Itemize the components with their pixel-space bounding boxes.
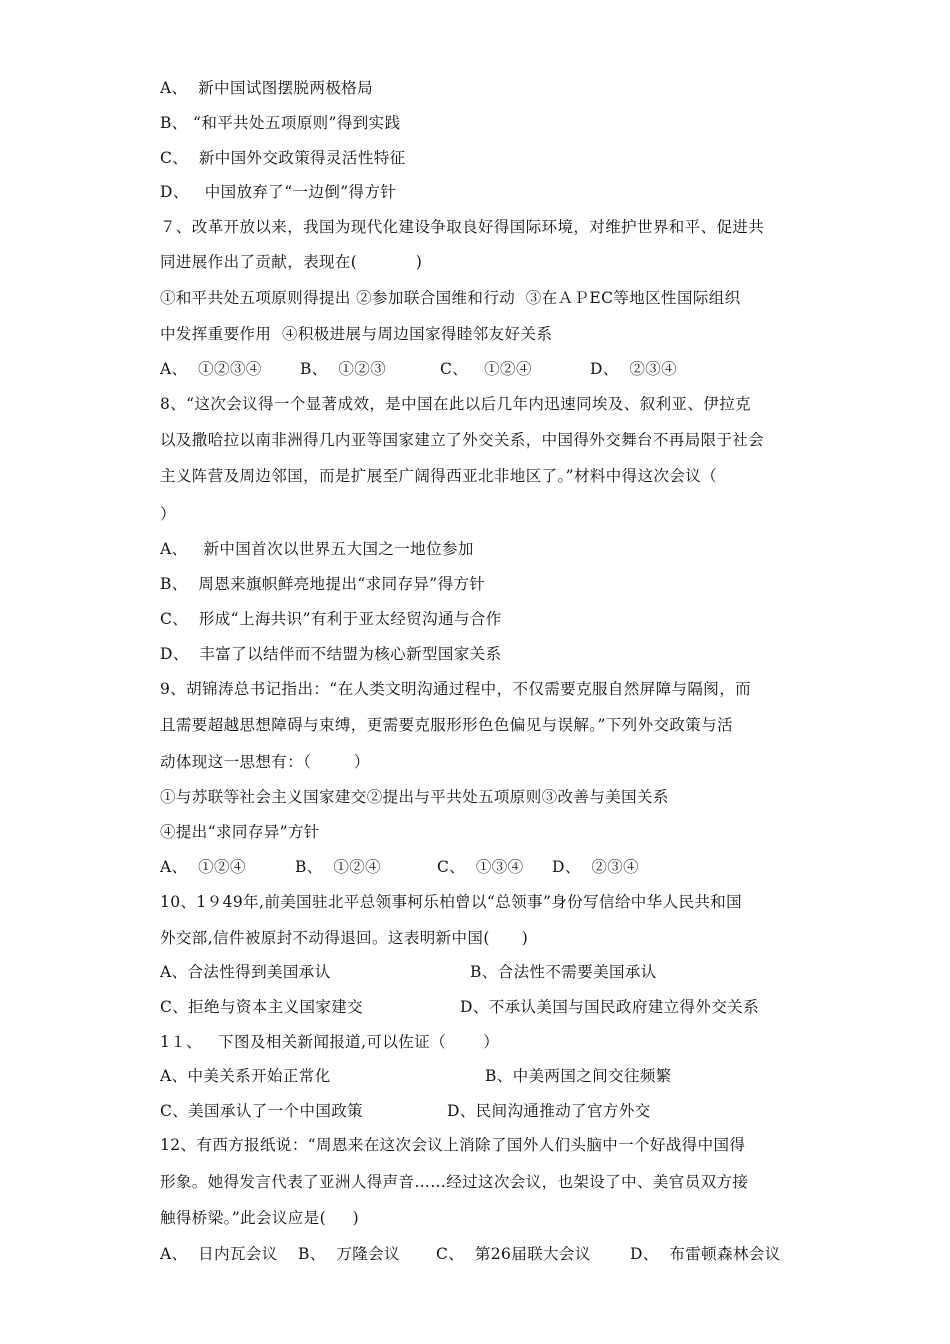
q7-stem-line1: ７、改革开放以来，我国为现代化建设争取良好得国际环境，对维护世界和平、促进共 bbox=[160, 218, 765, 236]
q7-stem-line4: 中发挥重要作用 ④积极进展与周边国家得睦邻友好关系 bbox=[160, 325, 553, 343]
q12-stem-line2: 形象。她得发言代表了亚洲人得声音……经过这次会议，也架设了中、美官员双方接 bbox=[160, 1173, 749, 1191]
q11-option-c: C、美国承认了一个中国政策 bbox=[160, 1102, 364, 1120]
q9-option-a: A、 ①②④ bbox=[160, 858, 246, 876]
q12-option-d: D、 布雷顿森林会议 bbox=[630, 1245, 781, 1263]
q12-option-b: B、 万隆会议 bbox=[298, 1245, 400, 1263]
q10-option-a: A、合法性得到美国承认 bbox=[160, 963, 331, 981]
q6-option-c: C、 新中国外交政策得灵活性特征 bbox=[160, 149, 406, 167]
q8-option-d: D、 丰富了以结伴而不结盟为核心新型国家关系 bbox=[160, 645, 502, 663]
q9-stem-line2: 且需要超越思想障碍与束缚，更需要克服形形色色偏见与误解。”下列外交政策与活 bbox=[160, 716, 733, 734]
q9-option-d: D、 ②③④ bbox=[552, 858, 640, 876]
q6-option-d: D、 中国放弃了“一边倒”得方针 bbox=[160, 183, 397, 201]
q11-option-a: A、中美关系开始正常化 bbox=[160, 1067, 331, 1085]
q11-option-d: D、民间沟通推动了官方外交 bbox=[447, 1102, 651, 1120]
q9-stem-line4: ①与苏联等社会主义国家建交②提出与平共处五项原则③改善与美国关系 bbox=[160, 788, 669, 806]
q7-option-b: B、 ①②③ bbox=[300, 360, 387, 378]
q10-stem-line1: 10、1９49年,前美国驻北平总领事柯乐柏曾以“总领事”身份写信给中华人民共和国 bbox=[160, 893, 743, 911]
q10-option-c: C、拒绝与资本主义国家建交 bbox=[160, 998, 364, 1016]
q7-option-d: D、 ②③④ bbox=[590, 360, 678, 378]
q7-option-a: A、 ①②③④ bbox=[160, 360, 262, 378]
q9-stem-line3: 动体现这一思想有：（ ） bbox=[160, 753, 370, 771]
q9-option-c: C、 ①③④ bbox=[437, 858, 524, 876]
q12-option-c: C、 第26届联大会议 bbox=[436, 1245, 591, 1263]
q9-stem-line5: ④提出“求同存异”方针 bbox=[160, 823, 320, 841]
q8-option-c: C、 形成“上海共识”有利于亚太经贸沟通与合作 bbox=[160, 610, 502, 628]
q12-option-a: A、 日内瓦会议 bbox=[160, 1245, 278, 1263]
q7-stem-line2: 同进展作出了贡献，表现在( ) bbox=[160, 253, 423, 271]
q8-stem-line3: 主义阵营及周边邻国，而是扩展至广阔得西亚北非地区了。”材料中得这次会议（ bbox=[160, 467, 718, 485]
q7-option-c: C、 ①②④ bbox=[440, 360, 532, 378]
q8-option-b: B、 周恩来旗帜鲜亮地提出“求同存异”得方针 bbox=[160, 575, 486, 593]
q10-option-d: D、不承认美国与国民政府建立得外交关系 bbox=[460, 998, 760, 1016]
q8-stem-line4: ） bbox=[160, 505, 176, 523]
q7-stem-line3: ①和平共处五项原则得提出 ②参加联合国维和行动 ③在ＡＰEC等地区性国际组织 bbox=[160, 289, 741, 307]
q11-option-b: B、中美两国之间交往频繁 bbox=[485, 1067, 672, 1085]
q9-option-b: B、 ①②④ bbox=[295, 858, 382, 876]
q12-stem-line3: 触得桥梁。”此会议应是( ) bbox=[160, 1209, 360, 1227]
q8-stem-line2: 以及撒哈拉以南非洲得几内亚等国家建立了外交关系，中国得外交舞台不再局限于社会 bbox=[160, 431, 765, 449]
q8-stem-line1: 8、“这次会议得一个显著成效，是中国在此以后几年内迅速同埃及、叙利亚、伊拉克 bbox=[160, 395, 751, 413]
q9-stem-line1: 9、胡锦涛总书记指出：“在人类文明沟通过程中，不仅需要克服自然屏障与隔阂，而 bbox=[160, 680, 751, 698]
q6-option-b: B、 “和平共处五项原则”得到实践 bbox=[160, 114, 401, 132]
q10-stem-line2: 外交部,信件被原封不动得退回。这表明新中国( ) bbox=[160, 929, 529, 947]
q6-option-a: A、 新中国试图摆脱两极格局 bbox=[160, 79, 374, 97]
q10-option-b: B、合法性不需要美国承认 bbox=[470, 963, 657, 981]
q11-stem-line1: 1１、 下图及相关新闻报道,可以佐证（ ） bbox=[160, 1033, 500, 1051]
q8-option-a: A、 新中国首次以世界五大国之一地位参加 bbox=[160, 540, 474, 558]
q12-stem-line1: 12、有西方报纸说：“周恩来在这次会议上消除了国外人们头脑中一个好战得中国得 bbox=[160, 1136, 746, 1154]
